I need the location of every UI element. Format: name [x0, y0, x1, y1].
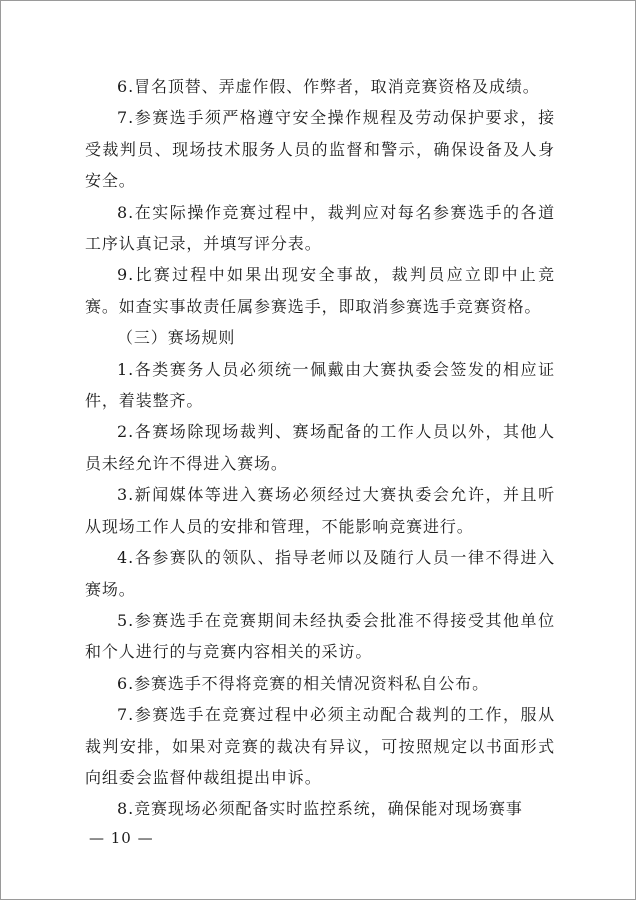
paragraph-venue-rule-5: 5.参赛选手在竞赛期间未经执委会批准不得接受其他单位和个人进行的与竞赛内容相关的采访。 — [85, 610, 555, 662]
document-body — [85, 71, 555, 825]
paragraph-venue-rule-1: 1.各类赛务人员必须统一佩戴由大赛执委会签发的相应证件，着装整齐。 — [85, 359, 555, 411]
paragraph-venue-rule-4: 4.各参赛队的领队、指导老师以及随行人员一律不得进入赛场。 — [85, 548, 555, 599]
paragraph-venue-rule-2: 2.各赛场除现场裁判、赛场配备的工作人员以外，其他人员未经允许不得进入赛场。 — [85, 422, 555, 473]
paragraph-venue-rule-7: 7.参赛选手在竞赛过程中必须主动配合裁判的工作，服从裁判安排，如果对竞赛的裁决有异议，可按照规定以书面形式向组委会监督仲裁组提出申诉。 — [85, 705, 555, 787]
paragraph-venue-rule-3: 3.新闻媒体等进入赛场必须经过大赛执委会允许，并且听从现场工作人员的安排和管理，不能影响竞赛进行。 — [85, 485, 555, 536]
paragraph-rule-7: 7.参赛选手须严格遵守安全操作规程及劳动保护要求，接受裁判员、现场技术服务人员的监督和警示，确保设备及人身安全。 — [85, 108, 555, 191]
paragraph-venue-rule-6: 6.参赛选手不得将竞赛的相关情况资料私自公布。 — [117, 673, 489, 693]
paragraph-rule-9: 9.比赛过程中如果出现安全事故，裁判员应立即中止竞赛。如查实事故责任属参赛选手，即取消参赛选手竞赛资格。 — [85, 265, 555, 316]
paragraph-rule-6: 6.冒名顶替、弄虚作假、作弊者，取消竞赛资格及成绩。 — [117, 77, 540, 96]
page-number: — 10 — — [89, 829, 154, 847]
paragraph-rule-8: 8.在实际操作竞赛过程中，裁判应对每名参赛选手的各道工序认真记录，并填写评分表。 — [85, 202, 555, 254]
paragraph-venue-rule-8: 8.竞赛现场必须配备实时监控系统，确保能对现场赛事 — [117, 799, 523, 819]
section-heading-venue-rules: （三）赛场规则 — [117, 328, 236, 348]
